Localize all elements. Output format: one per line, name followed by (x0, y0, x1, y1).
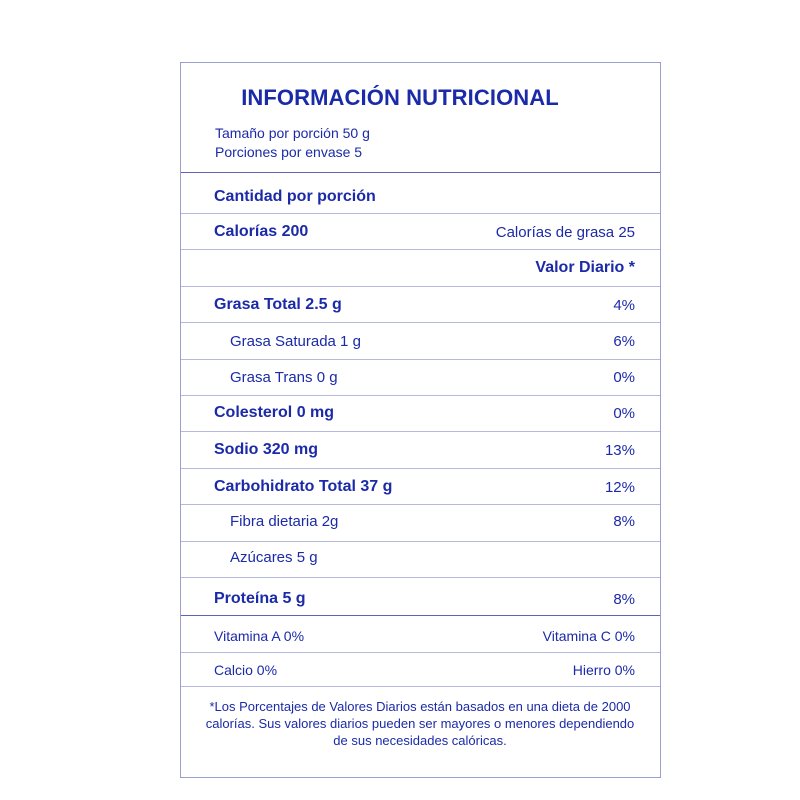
divider (181, 286, 660, 287)
nutrient-row (214, 436, 635, 464)
nutrient-dv: 12% (604, 478, 635, 496)
divider (181, 577, 660, 578)
nutrient-dv: 6% (613, 332, 635, 350)
iron: Hierro 0% (572, 662, 635, 678)
nutrient-row (214, 291, 635, 319)
serving-size: Tamaño por porción 50 g (215, 125, 370, 141)
divider (181, 395, 660, 396)
divider (181, 172, 660, 173)
divider (181, 504, 660, 505)
vitamin-c: Vitamina C 0% (542, 628, 635, 644)
nutrient-name: Carbohidrato Total 37 g (214, 478, 393, 495)
divider (181, 541, 660, 542)
divider (181, 213, 660, 214)
label-title: INFORMACIÓN NUTRICIONAL (241, 85, 559, 110)
nutrient-name: Proteína 5 g (214, 590, 306, 607)
mineral-row (214, 656, 635, 684)
nutrient-name: Grasa Trans 0 g (230, 368, 338, 386)
nutrient-name: Grasa Saturada 1 g (230, 332, 361, 350)
nutrient-row (214, 399, 635, 427)
calcium: Calcio 0% (214, 662, 278, 678)
nutrient-dv: 8% (613, 512, 635, 530)
nutrient-dv: 4% (613, 296, 635, 314)
amount-header: Cantidad por porción (214, 188, 376, 205)
nutrient-name: Colesterol 0 mg (214, 404, 335, 421)
divider (181, 686, 660, 687)
nutrient-dv: 0% (613, 368, 635, 386)
nutrient-dv: 8% (613, 590, 635, 608)
nutrient-row (214, 363, 635, 391)
calories-label: Calorías 200 (214, 223, 309, 240)
servings-per-container: Porciones por envase 5 (215, 144, 363, 160)
daily-value-header-row (214, 254, 635, 282)
nutrient-row (214, 543, 635, 571)
nutrient-name: Fibra dietaria 2g (230, 512, 339, 530)
divider (181, 322, 660, 323)
nutrient-row (214, 473, 635, 501)
divider (181, 249, 660, 250)
nutrient-dv: 0% (613, 404, 635, 422)
footnote: *Los Porcentajes de Valores Diarios están basados en una dieta de 2000 calorías. Sus valores diarios pueden ser mayores o menores dependiendo de sus necesidades calóricas. (205, 699, 635, 748)
divider (181, 468, 660, 469)
divider (181, 652, 660, 653)
nutrient-row (214, 585, 635, 613)
divider (181, 615, 660, 616)
vitamin-a: Vitamina A 0% (214, 628, 305, 644)
nutrient-row (214, 327, 635, 355)
divider (181, 431, 660, 432)
divider (181, 359, 660, 360)
daily-value-header: Valor Diario * (535, 259, 635, 276)
vitamin-row (214, 622, 635, 650)
nutrient-name: Sodio 320 mg (214, 441, 319, 458)
amount-per-serving-row (214, 183, 635, 211)
nutrient-name: Azúcares 5 g (230, 548, 318, 566)
nutrient-row (214, 507, 635, 535)
fat-calories: Calorías de grasa 25 (495, 223, 635, 241)
calories-row (214, 218, 635, 246)
nutrient-name: Grasa Total 2.5 g (214, 296, 342, 313)
nutrient-dv: 13% (604, 441, 635, 459)
